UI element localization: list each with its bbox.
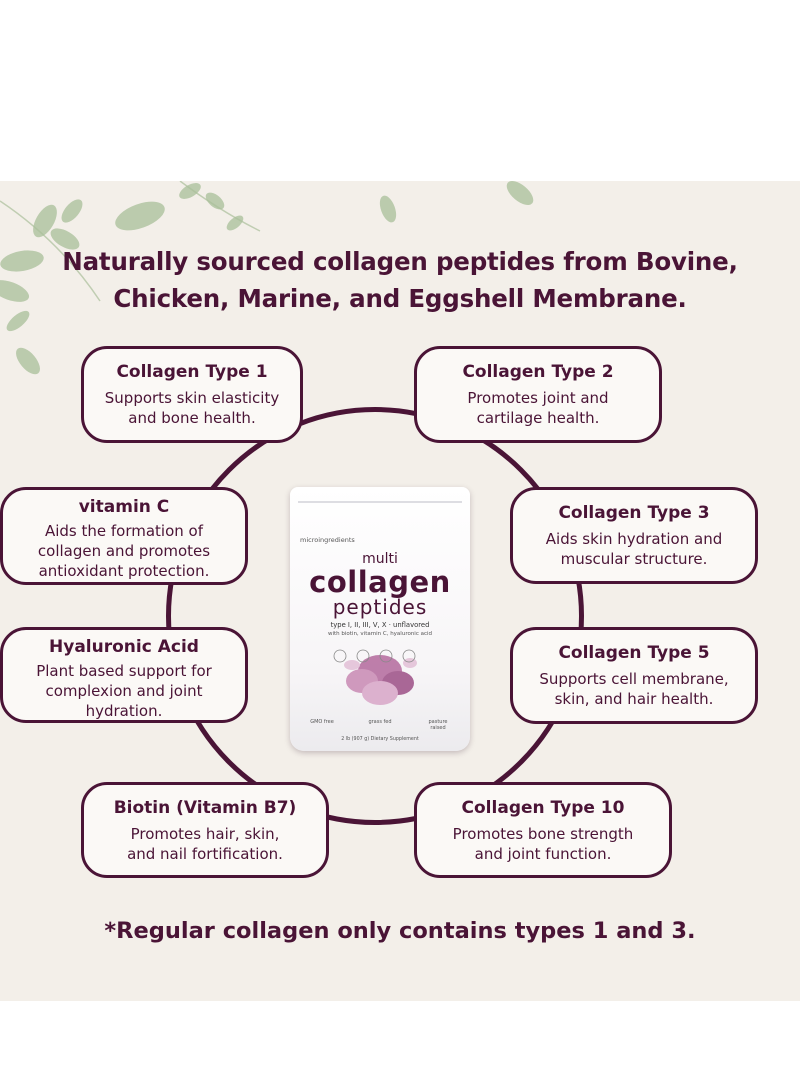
pouch-ingredients: with biotin, vitamin C, hyaluronic acid (327, 631, 433, 637)
card-collagen-type-10 (414, 782, 672, 878)
pouch-types: type I, II, III, V, X · unflavored (330, 621, 430, 629)
card-line: hydration. (85, 702, 163, 720)
card-biotin (81, 782, 329, 878)
card-title: Collagen Type 5 (558, 643, 710, 663)
card-title: vitamin C (78, 497, 170, 517)
card-description (3, 521, 245, 581)
product-pouch-image (290, 487, 470, 751)
pouch-badges (308, 719, 452, 731)
card-line: Aids skin hydration and (545, 530, 723, 548)
headline-line-2: Chicken, Marine, and Eggshell Membrane. (113, 284, 687, 313)
badge-gmo-free: GMO free (310, 719, 334, 725)
pouch-zipper (298, 501, 462, 503)
card-description (3, 661, 245, 721)
badge-pasture-raised: pasture raised (428, 719, 448, 731)
card-collagen-type-1 (81, 346, 303, 443)
pouch-peptides: peptides (332, 595, 428, 619)
footnote: *Regular collagen only contains types 1 and 3. (104, 918, 696, 944)
card-line: collagen and promotes (37, 542, 211, 560)
headline (20, 243, 780, 317)
card-collagen-type-5 (510, 627, 758, 724)
card-line: and nail fortification. (127, 845, 283, 863)
card-title: Collagen Type 2 (462, 362, 614, 382)
card-hyaluronic-acid (0, 627, 248, 723)
card-title: Collagen Type 3 (558, 503, 710, 523)
card-description (513, 529, 755, 569)
card-line: cartilage health. (476, 409, 600, 427)
card-description (513, 669, 755, 709)
badge-grass-fed: grass fed (368, 719, 392, 725)
pouch-brand: microingredients (300, 536, 355, 544)
card-line: Aids the formation of (44, 522, 204, 540)
card-line: Supports cell membrane, (539, 670, 729, 688)
card-line: Promotes joint and (467, 389, 609, 407)
card-line: Promotes hair, skin, (130, 825, 280, 843)
pouch-collagen: collagen (309, 565, 451, 599)
card-collagen-type-3 (510, 487, 758, 584)
card-collagen-type-2 (414, 346, 662, 443)
card-title: Hyaluronic Acid (49, 637, 199, 657)
card-description (84, 388, 300, 428)
card-line: muscular structure. (560, 550, 708, 568)
card-line: complexion and joint (45, 682, 203, 700)
card-line: antioxidant protection. (38, 562, 210, 580)
card-line: Plant based support for (36, 662, 212, 680)
headline-line-1: Naturally sourced collagen peptides from Bovine, (62, 247, 738, 276)
card-description (417, 388, 659, 428)
card-description (417, 824, 669, 864)
card-line: and joint function. (474, 845, 612, 863)
card-title: Collagen Type 1 (116, 362, 268, 382)
pouch-net-weight: 2 lb (907 g) Dietary Supplement (341, 737, 419, 742)
pouch-badge-icons (290, 648, 470, 664)
card-title: Collagen Type 10 (461, 798, 625, 818)
card-line: and bone health. (128, 409, 256, 427)
card-line: Promotes bone strength (452, 825, 634, 843)
card-vitamin-c (0, 487, 248, 585)
card-line: Supports skin elasticity (104, 389, 280, 407)
card-title: Biotin (Vitamin B7) (113, 798, 297, 818)
card-description (84, 824, 326, 864)
pouch-multi: multi (362, 551, 398, 567)
card-line: skin, and hair health. (554, 690, 714, 708)
